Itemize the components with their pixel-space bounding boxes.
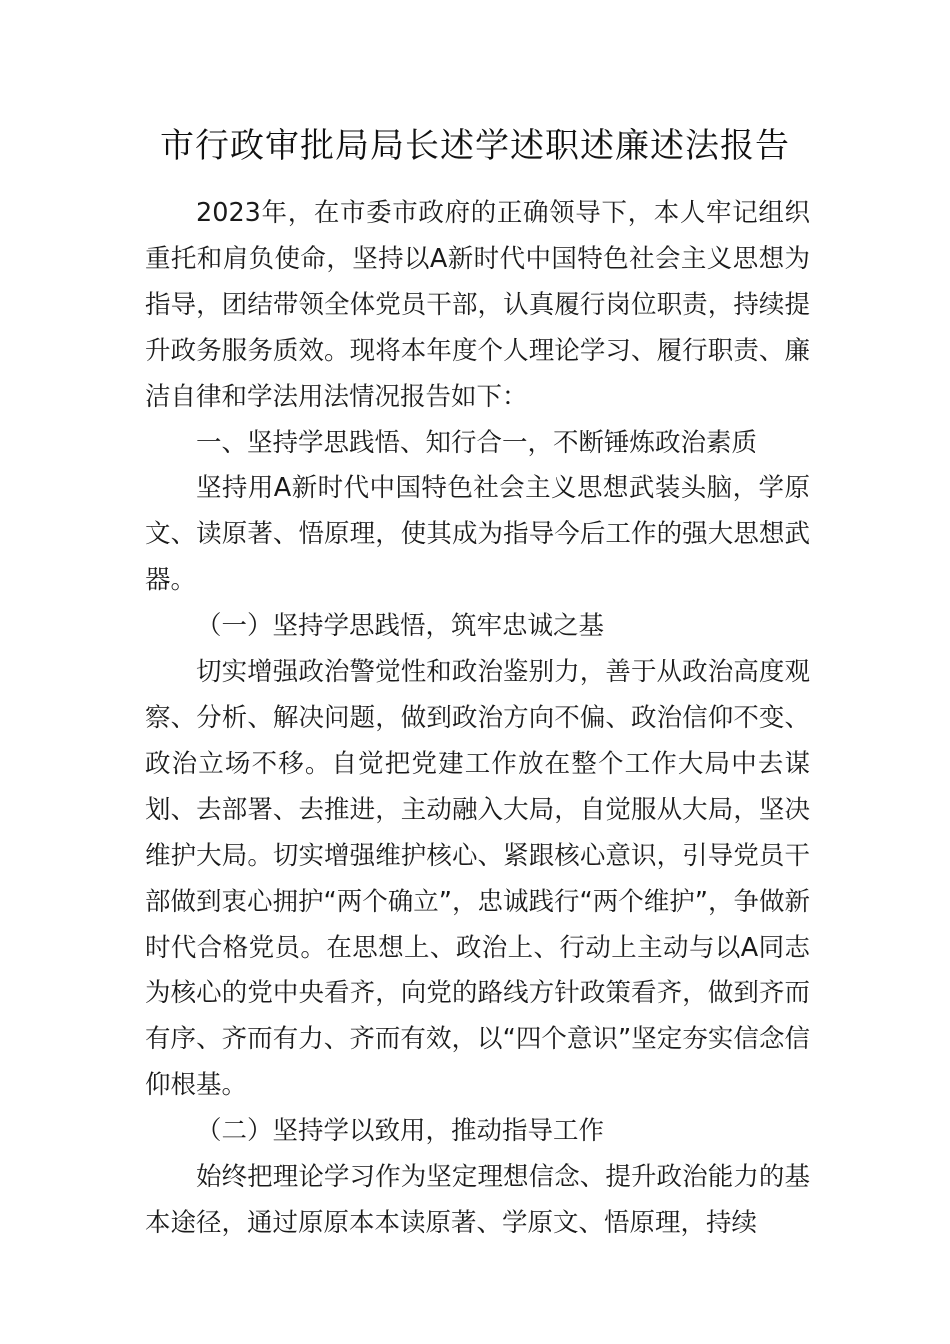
- subsection-2-paragraph: 始终把理论学习作为坚定理想信念、提升政治能力的基本途径，通过原原本本读原著、学原文、悟原理，持续: [145, 1162, 810, 1238]
- document-body: [145, 191, 810, 1247]
- subsection-heading-2: （二）坚持学以致用，推动指导工作: [196, 1116, 605, 1147]
- section-heading-1: 一、坚持学思践悟、知行合一，不断锤炼政治素质: [196, 427, 758, 458]
- section-1-paragraph: 坚持用A新时代中国特色社会主义思想武装头脑，学原文、读原著、悟原理，使其成为指导今后工作的强大思想武器。: [145, 473, 810, 596]
- intro-paragraph: 2023年，在市委市政府的正确领导下，本人牢记组织重托和肩负使命，坚持以A新时代中国特色社会主义思想为指导，团结带领全体党员干部，认真履行岗位职责，持续提升政务服务质效。现将本年度个人理论学习、履行职责、廉洁自律和学法用法情况报告如下：: [145, 198, 810, 412]
- subsection-heading-1: （一）坚持学思践悟，筑牢忠诚之基: [196, 611, 605, 642]
- subsection-1-paragraph: 切实增强政治警觉性和政治鉴别力，善于从政治高度观察、分析、解决问题，做到政治方向不偏、政治信仰不变、政治立场不移。自觉把党建工作放在整个工作大局中去谋划、去部署、去推进，主动融入大局，自觉服从大局，坚决维护大局。切实增强维护核心、紧跟核心意识，引导党员干部做到衷心拥护“两个确立”，忠诚践行“两个维护”，争做新时代合格党员。在思想上、政治上、行动上主动与以A同志为核心的党中央看齐，向党的路线方针政策看齐，做到齐而有序、齐而有力、齐而有效，以“四个意识”坚定夯实信念信仰根基。: [145, 657, 810, 1101]
- document-title: 市行政审批局局长述学述职述廉述法报告: [160, 126, 790, 166]
